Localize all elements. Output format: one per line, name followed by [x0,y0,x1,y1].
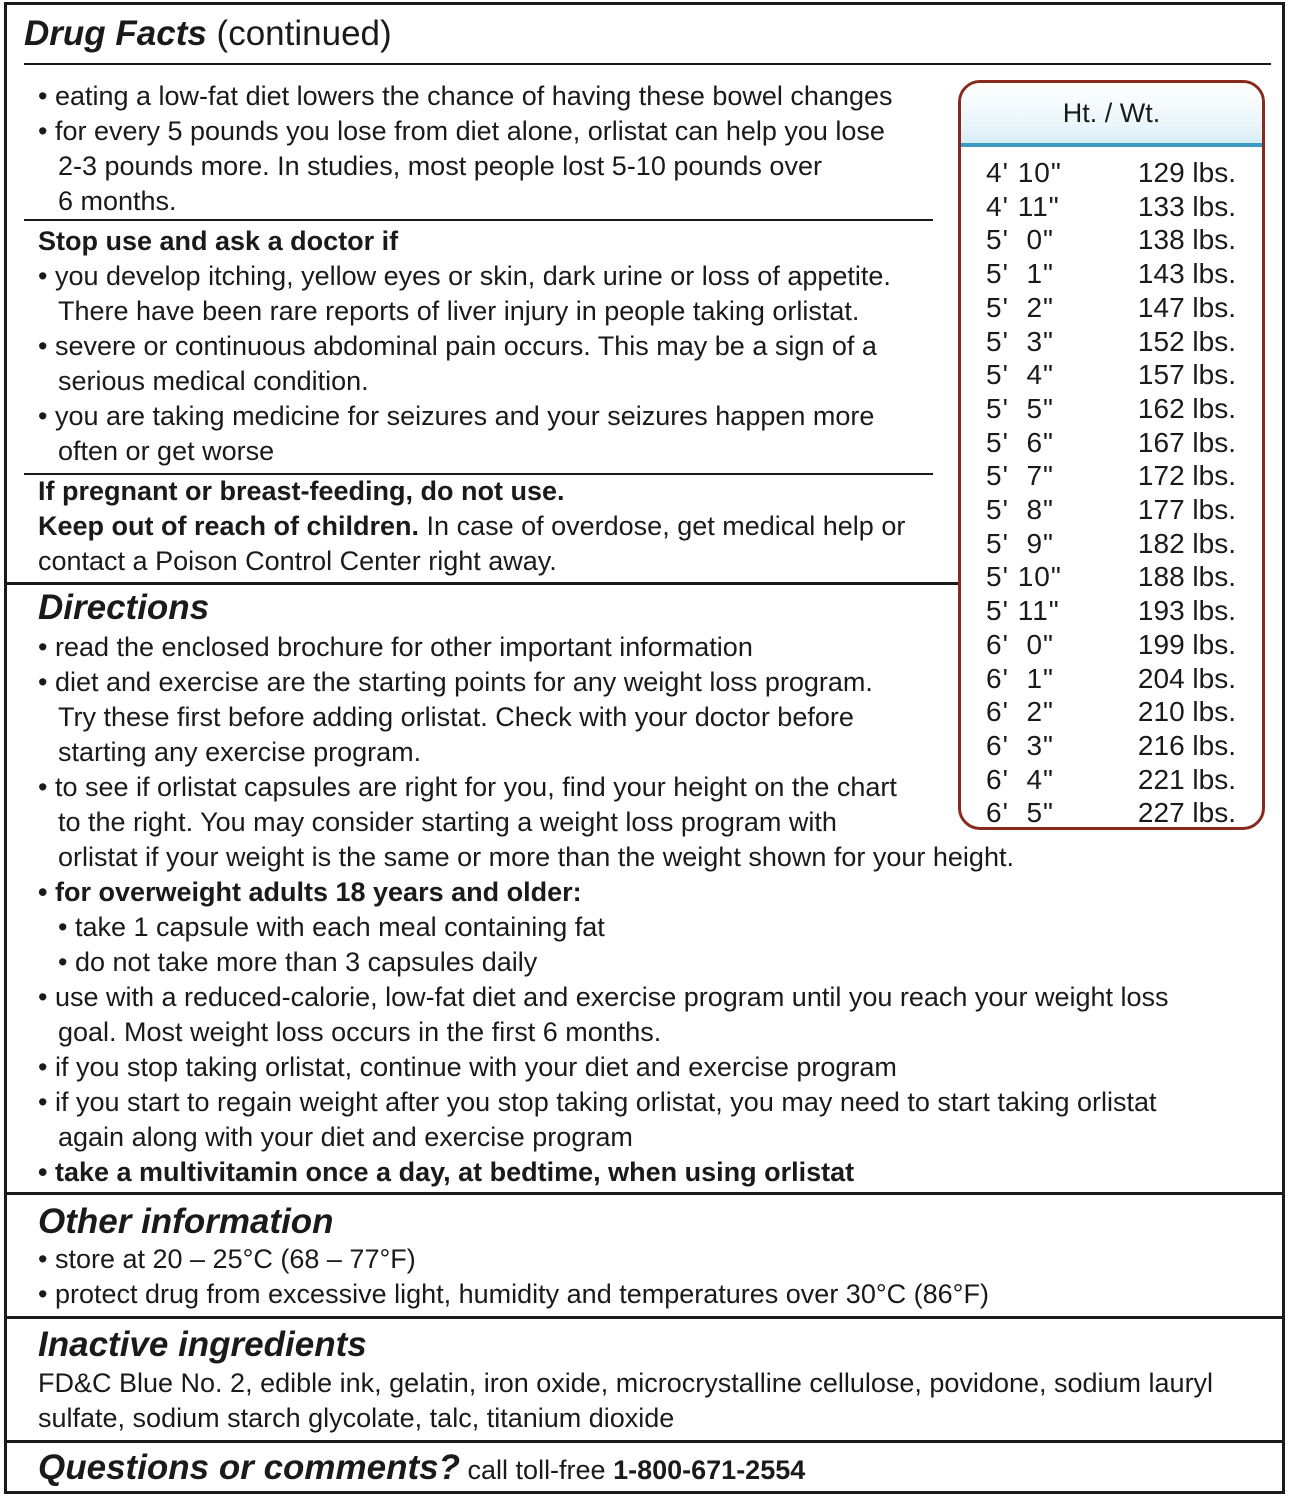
weight-value: 221 lbs. [1137,763,1236,795]
height-value: 6' 5" [986,797,1054,829]
stop-use-line: often or get worse [58,436,275,466]
height-value: 5' 1" [986,258,1054,290]
drug-facts-title: Drug Facts [24,14,207,53]
chart-row [961,426,1262,460]
bullet-pounds: • for every 5 pounds you lose from diet alone, orlistat can help you lose [38,116,885,146]
weight-value: 138 lbs. [1137,224,1236,256]
weight-value: 147 lbs. [1137,291,1236,323]
panel-header [24,14,392,54]
section-rule [7,1440,1285,1443]
chart-row [961,527,1262,561]
weight-value: 143 lbs. [1137,258,1236,290]
section-rule [7,1192,1285,1195]
height-value: 5' 4" [986,359,1054,391]
stop-use-line: • severe or continuous abdominal pain occurs. This may be a sign of a [38,331,877,361]
other-info-line: • protect drug from excessive light, humidity and temperatures over 30°C (86°F) [38,1279,989,1309]
height-value: 5' 9" [986,527,1054,559]
stop-use-heading: Stop use and ask a doctor if [38,226,399,256]
chart-row [961,358,1262,392]
chart-row [961,459,1262,493]
chart-row [961,594,1262,628]
weight-value: 177 lbs. [1137,494,1236,525]
chart-row [961,325,1262,359]
directions-line: to the right. You may consider starting a weight loss program with [58,807,837,837]
chart-row [961,392,1262,426]
chart-row [961,257,1262,291]
height-value: 6' 1" [986,662,1054,694]
chart-row [961,291,1262,325]
chart-row [961,729,1262,763]
weight-value: 204 lbs. [1137,662,1236,694]
height-value: 5' 0" [986,224,1054,256]
stop-use-line: serious medical condition. [58,366,369,396]
chart-row [961,560,1262,594]
height-value: 4' 10" [986,157,1062,188]
height-value: 4' 11" [986,190,1060,222]
weight-value: 129 lbs. [1137,157,1236,188]
weight-value: 167 lbs. [1137,426,1236,458]
height-value: 6' 3" [986,729,1054,761]
bullet-pounds-cont1: 2-3 pounds more. In studies, most people lost 5-10 pounds over [58,151,822,181]
height-value: 5' 6" [986,426,1054,458]
directions-line: starting any exercise program. [58,737,422,767]
chart-row [961,493,1262,527]
other-info-line: • store at 20 – 25°C (68 – 77°F) [38,1244,416,1274]
chart-row [961,156,1262,190]
bullet-pounds-cont2: 6 months. [58,186,177,216]
pregnant-warning: If pregnant or breast-feeding, do not use. [38,476,565,506]
directions-line: again along with your diet and exercise program [58,1122,633,1152]
chart-row [961,223,1262,257]
directions-line: • diet and exercise are the starting points for any weight loss program. [38,667,873,697]
height-value: 5' 11" [986,595,1060,627]
poison-control-line: contact a Poison Control Center right away. [38,546,557,576]
chart-header [961,83,1262,147]
weight-value: 162 lbs. [1137,392,1236,424]
other-info-heading: Other information [38,1202,334,1241]
height-value: 6' 4" [986,763,1054,795]
multivitamin-line: • take a multivitamin once a day, at bedtime, when using orlistat [38,1157,855,1187]
height-value: 6' 0" [986,628,1054,660]
directions-line: Try these first before adding orlistat. Check with your doctor before [58,702,854,732]
chart-row [961,763,1262,797]
height-value: 5' 2" [986,291,1054,323]
keep-out-warning [38,509,905,544]
chart-title: Ht. / Wt. [1062,98,1161,128]
inactive-heading: Inactive ingredients [38,1325,367,1364]
height-value: 6' 2" [986,696,1054,728]
weight-value: 152 lbs. [1137,325,1236,357]
chart-row [961,796,1262,830]
stop-use-line: • you are taking medicine for seizures and your seizures happen more [38,401,875,431]
adults-line: • take 1 capsule with each meal containing fat [58,912,605,942]
height-value: 5' 7" [986,460,1054,492]
adults-line: • do not take more than 3 capsules daily [58,947,538,977]
weight-value: 182 lbs. [1137,527,1236,559]
directions-line: • to see if orlistat capsules are right for you, find your height on the chart [38,772,897,802]
questions-line [38,1448,805,1490]
weight-value: 172 lbs. [1137,460,1236,492]
chart-row [961,662,1262,696]
header-rule [24,63,1271,65]
height-weight-chart [958,80,1265,830]
inactive-line: sulfate, sodium starch glycolate, talc, titanium dioxide [38,1403,675,1433]
directions-line: goal. Most weight loss occurs in the first 6 months. [58,1017,662,1047]
directions-heading: Directions [38,588,210,627]
chart-row [961,628,1262,662]
stop-use-line: • you develop itching, yellow eyes or skin, dark urine or loss of appetite. [38,261,891,291]
continued-label: (continued) [216,14,392,53]
height-value: 5' 3" [986,325,1054,357]
stop-use-line: There have been rare reports of liver injury in people taking orlistat. [58,296,860,326]
height-value: 5' 5" [986,392,1054,424]
weight-value: 199 lbs. [1137,628,1236,660]
keep-out-bold: Keep out of reach of children. [38,511,420,541]
directions-line: • use with a reduced-calorie, low-fat diet and exercise program until you reach your weight loss [38,982,1169,1012]
height-value: 5' 8" [986,494,1054,525]
weight-value: 157 lbs. [1137,359,1236,391]
height-value: 5' 10" [986,561,1062,593]
weight-value: 227 lbs. [1137,797,1236,829]
directions-rule [7,582,960,585]
directions-line: • if you stop taking orlistat, continue with your diet and exercise program [38,1052,897,1082]
adults-heading: • for overweight adults 18 years and older: [38,877,582,907]
call-label: call toll-free [460,1455,614,1485]
directions-line: • read the enclosed brochure for other important information [38,632,753,662]
section-rule [7,1316,1285,1319]
directions-line: orlistat if your weight is the same or more than the weight shown for your height. [58,842,1014,872]
section-rule [24,219,933,221]
inactive-line: FD&C Blue No. 2, edible ink, gelatin, iron oxide, microcrystalline cellulose, povidone, sodium lauryl [38,1368,1214,1398]
weight-value: 210 lbs. [1137,696,1236,728]
weight-value: 188 lbs. [1137,561,1236,593]
directions-line: • if you start to regain weight after you stop taking orlistat, you may need to start taking orlistat [38,1087,1157,1117]
weight-value: 133 lbs. [1137,190,1236,222]
weight-value: 216 lbs. [1137,729,1236,761]
chart-row [961,695,1262,729]
keep-out-rest: In case of overdose, get medical help or [419,511,906,541]
bullet-low-fat: • eating a low-fat diet lowers the chance of having these bowel changes [38,81,893,111]
chart-row [961,190,1262,224]
questions-heading: Questions or comments? [38,1448,461,1487]
weight-value: 193 lbs. [1137,595,1236,627]
phone-number: 1-800-671-2554 [613,1455,806,1485]
